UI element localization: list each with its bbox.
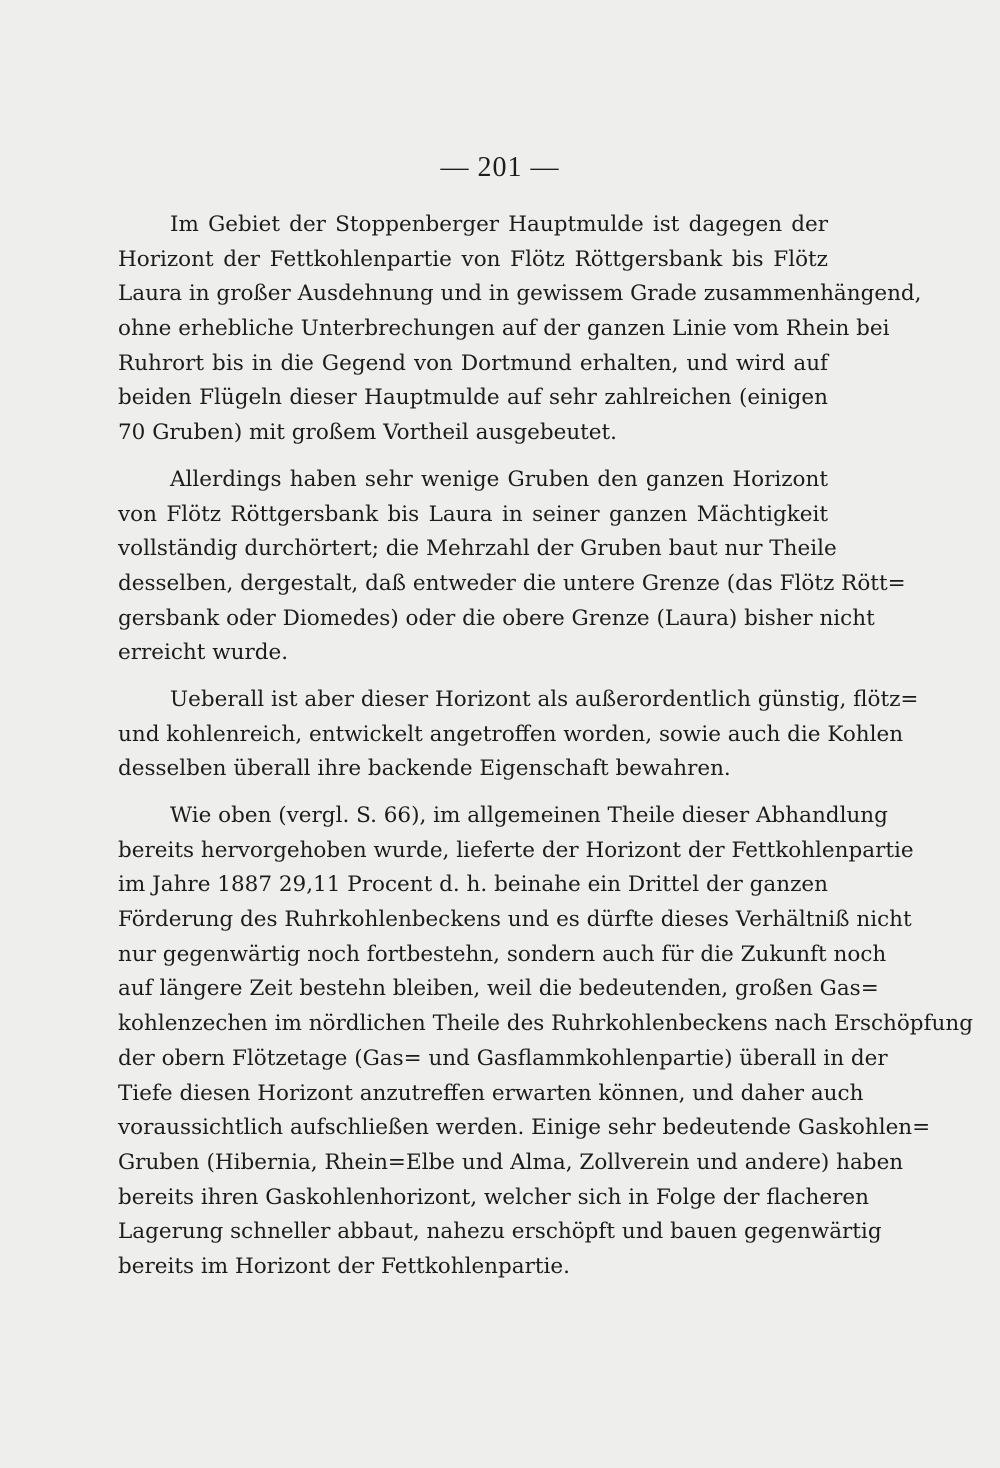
text-line: 70 Gruben) mit großem Vortheil ausgebeutet.	[118, 420, 618, 446]
text-line: von Flötz Röttgersbank bis Laura in seiner ganzen Mächtigkeit	[118, 501, 828, 527]
paragraph-3	[118, 683, 919, 787]
text-line: ohne erhebliche Unterbrechungen auf der ganzen Linie vom Rhein bei	[118, 316, 890, 342]
text-line: Im Gebiet der Stoppenberger Hauptmulde ist dagegen der	[170, 212, 828, 237]
text-line: erreicht wurde.	[118, 640, 289, 666]
text-line: und kohlenreich, entwickelt angetroffen worden, sowie auch die Kohlen	[118, 721, 904, 747]
paragraph-4	[118, 799, 973, 1285]
page-number: — 201 —	[440, 152, 560, 183]
text-line: bereits im Horizont der Fettkohlenpartie.	[118, 1253, 570, 1279]
text-line: Horizont der Fettkohlenpartie von Flötz Röttgersbank bis Flötz	[118, 246, 828, 272]
text-line: Tiefe diesen Horizont anzutreffen erwarten können, und daher auch	[118, 1080, 864, 1106]
body-text	[118, 208, 973, 1297]
text-line: Förderung des Ruhrkohlenbeckens und es dürfte dieses Verhältniß nicht	[118, 907, 912, 933]
text-line: im Jahre 1887 29,11 Procent d. h. beinahe ein Drittel der ganzen	[118, 872, 828, 898]
text-line: bereits ihren Gaskohlenhorizont, welcher sich in Folge der flacheren	[118, 1184, 869, 1210]
text-line: gersbank oder Diomedes) oder die obere Grenze (Laura) bisher nicht	[118, 605, 875, 631]
text-line: beiden Flügeln dieser Hauptmulde auf sehr zahlreichen (einigen	[118, 385, 828, 411]
text-line: Lagerung schneller abbaut, nahezu erschöpft und bauen gegenwärtig	[118, 1219, 882, 1245]
text-line: vollständig durchörtert; die Mehrzahl der Gruben baut nur Theile	[118, 536, 837, 562]
text-line: Laura in großer Ausdehnung und in gewissem Grade zusammenhängend,	[118, 281, 922, 307]
text-line: voraussichtlich aufschließen werden. Einige sehr bedeutende Gaskohlen=	[118, 1115, 931, 1141]
text-line: desselben überall ihre backende Eigenschaft bewahren.	[118, 756, 731, 782]
text-line: Ueberall ist aber dieser Horizont als außerordentlich günstig, flötz=	[170, 686, 919, 712]
paragraph-1	[118, 208, 922, 451]
text-line: bereits hervorgehoben wurde, lieferte der Horizont der Fettkohlenpartie	[118, 837, 914, 863]
paragraph-2	[118, 463, 906, 671]
text-line: Gruben (Hibernia, Rhein=Elbe und Alma, Zollverein und andere) haben	[118, 1149, 904, 1175]
text-line: auf längere Zeit bestehn bleiben, weil die bedeutenden, großen Gas=	[118, 976, 879, 1002]
text-line: der obern Flötzetage (Gas= und Gasflammkohlenpartie) überall in der	[118, 1045, 888, 1071]
text-line: Wie oben (vergl. S. 66), im allgemeinen Theile dieser Abhandlung	[170, 803, 888, 828]
text-line: desselben, dergestalt, daß entweder die untere Grenze (das Flötz Rött=	[118, 570, 906, 596]
text-line: Ruhrort bis in die Gegend von Dortmund erhalten, und wird auf	[118, 350, 828, 376]
text-line: kohlenzechen im nördlichen Theile des Ruhrkohlenbeckens nach Erschöpfung	[118, 1011, 973, 1037]
text-line: nur gegenwärtig noch fortbestehn, sondern auch für die Zukunft noch	[118, 941, 887, 967]
text-line: Allerdings haben sehr wenige Gruben den ganzen Horizont	[170, 466, 828, 492]
